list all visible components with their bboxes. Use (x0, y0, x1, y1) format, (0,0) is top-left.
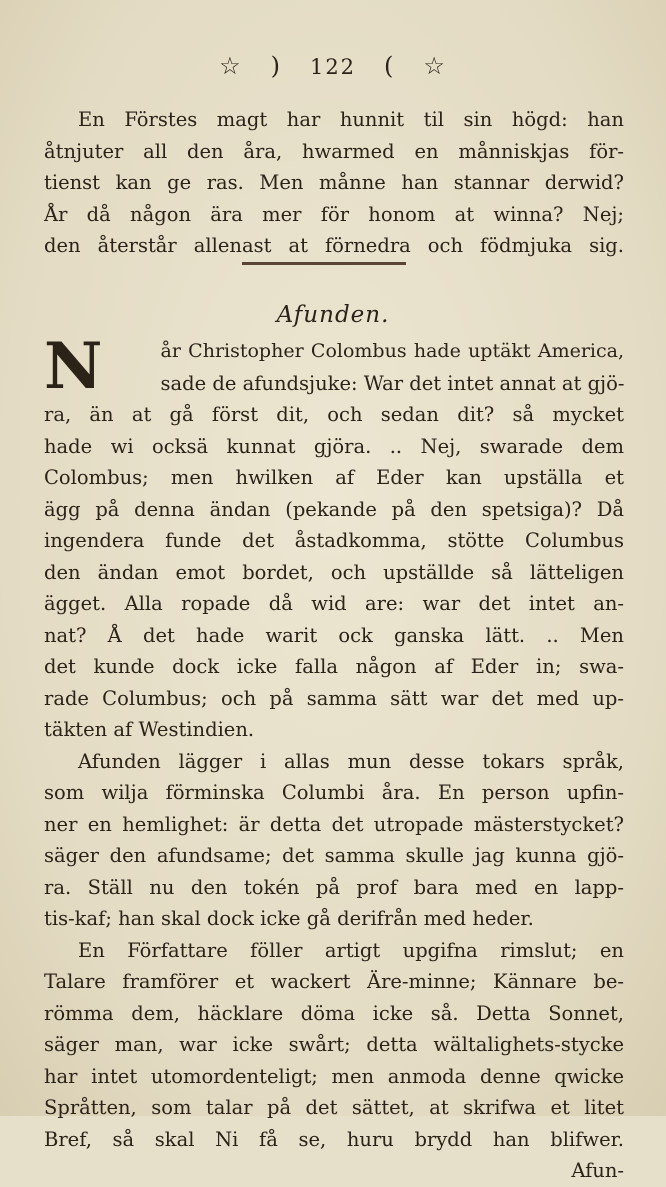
text-line: Colombus; men hwilken af Eder kan upställa et (44, 466, 624, 489)
text-line: hade wi ocksä kunnat gjöra. .. Nej, swarade dem (44, 434, 624, 458)
star-ornament-right-icon: ☆ (423, 52, 447, 80)
text-line: ägg på denna ändan (pekande på den spetsiga)? Då (44, 497, 624, 521)
text-line: En Författare föller artigt upgifna rimslut; en (78, 938, 624, 962)
paragraph-1 (44, 104, 624, 262)
text-line: nat? Å det hade warit ock ganska lätt. .. Men (44, 623, 624, 647)
text-line: Bref, så skal Ni få se, huru brydd han blifwer. (44, 1127, 624, 1151)
paren-right: ( (384, 52, 396, 80)
drop-cap: N (44, 329, 103, 404)
text-line: Afunden lägger i allas mun desse tokars språk, (78, 749, 624, 773)
paren-left: ) (270, 52, 282, 80)
page-number: 122 (309, 55, 357, 79)
text-line: täkten af Westindien. (44, 718, 255, 741)
text-line: ra. Ställ nu den tokén på prof bara med en lapp- (44, 875, 624, 899)
section-title: Afunden. (276, 302, 390, 328)
text-line: Talare framförer et wackert Äre-minne; Kännare be- (44, 970, 624, 993)
text-line: det kunde dock icke falla någon af Eder in; swa- (44, 655, 624, 678)
text-line: den ändan emot bordet, och upställde så lätteligen (44, 560, 624, 584)
text-line: ägget. Alla ropade då wid are: war det intet an- (44, 592, 624, 615)
text-line: En Förstes magt har hunnit til sin högd: han (78, 108, 624, 131)
catchword: Afun- (571, 1159, 624, 1182)
text-line: år Christopher Colombus hade uptäkt America, (160, 340, 624, 362)
text-line: den återstår allenast at förnedra och födmjuka sig. (44, 234, 624, 257)
text-line: tis-kaf; han skal dock icke gå derifrån med heder. (44, 907, 534, 930)
text-line: ner en hemlighet: är detta det utropade mästerstycket? (44, 812, 624, 836)
text-line: tienst kan ge ras. Men månne han stannar derwid? (44, 171, 624, 194)
text-line: sade de afundsjuke: War det intet annat at gjö- (160, 371, 624, 395)
text-line: ra, än at gå först dit, och sedan dit? så mycket (44, 403, 624, 426)
section-divider (242, 262, 406, 265)
text-line: säger man, war icke swårt; detta wältalighets-stycke (44, 1033, 624, 1056)
text-line: römma dem, häcklare döma icke så. Detta Sonnet, (44, 1001, 624, 1025)
text-line: ingendera funde det åstadkomma, stötte Columbus (44, 529, 624, 552)
text-line: har intet utomordenteligt; men anmoda denne qwicke (44, 1064, 624, 1088)
text-line: åtnjuter all den åra, hwarmed en månniskjas för- (44, 139, 624, 163)
text-line: rade Columbus; och på samma sätt war det med up- (44, 686, 624, 710)
text-line: År då någon ära mer för honom at winna? Nej; (44, 202, 624, 226)
star-ornament-left-icon: ☆ (219, 52, 243, 80)
text-line: säger den afundsame; det samma skulle jag kunna gjö- (44, 844, 624, 867)
text-line: som wilja förminska Columbi åra. En person upfin- (44, 781, 624, 804)
text-line: Språtten, som talar på det sättet, at skrifwa et litet (44, 1096, 624, 1119)
paragraph-2 (44, 329, 624, 1187)
page-header (0, 52, 666, 80)
